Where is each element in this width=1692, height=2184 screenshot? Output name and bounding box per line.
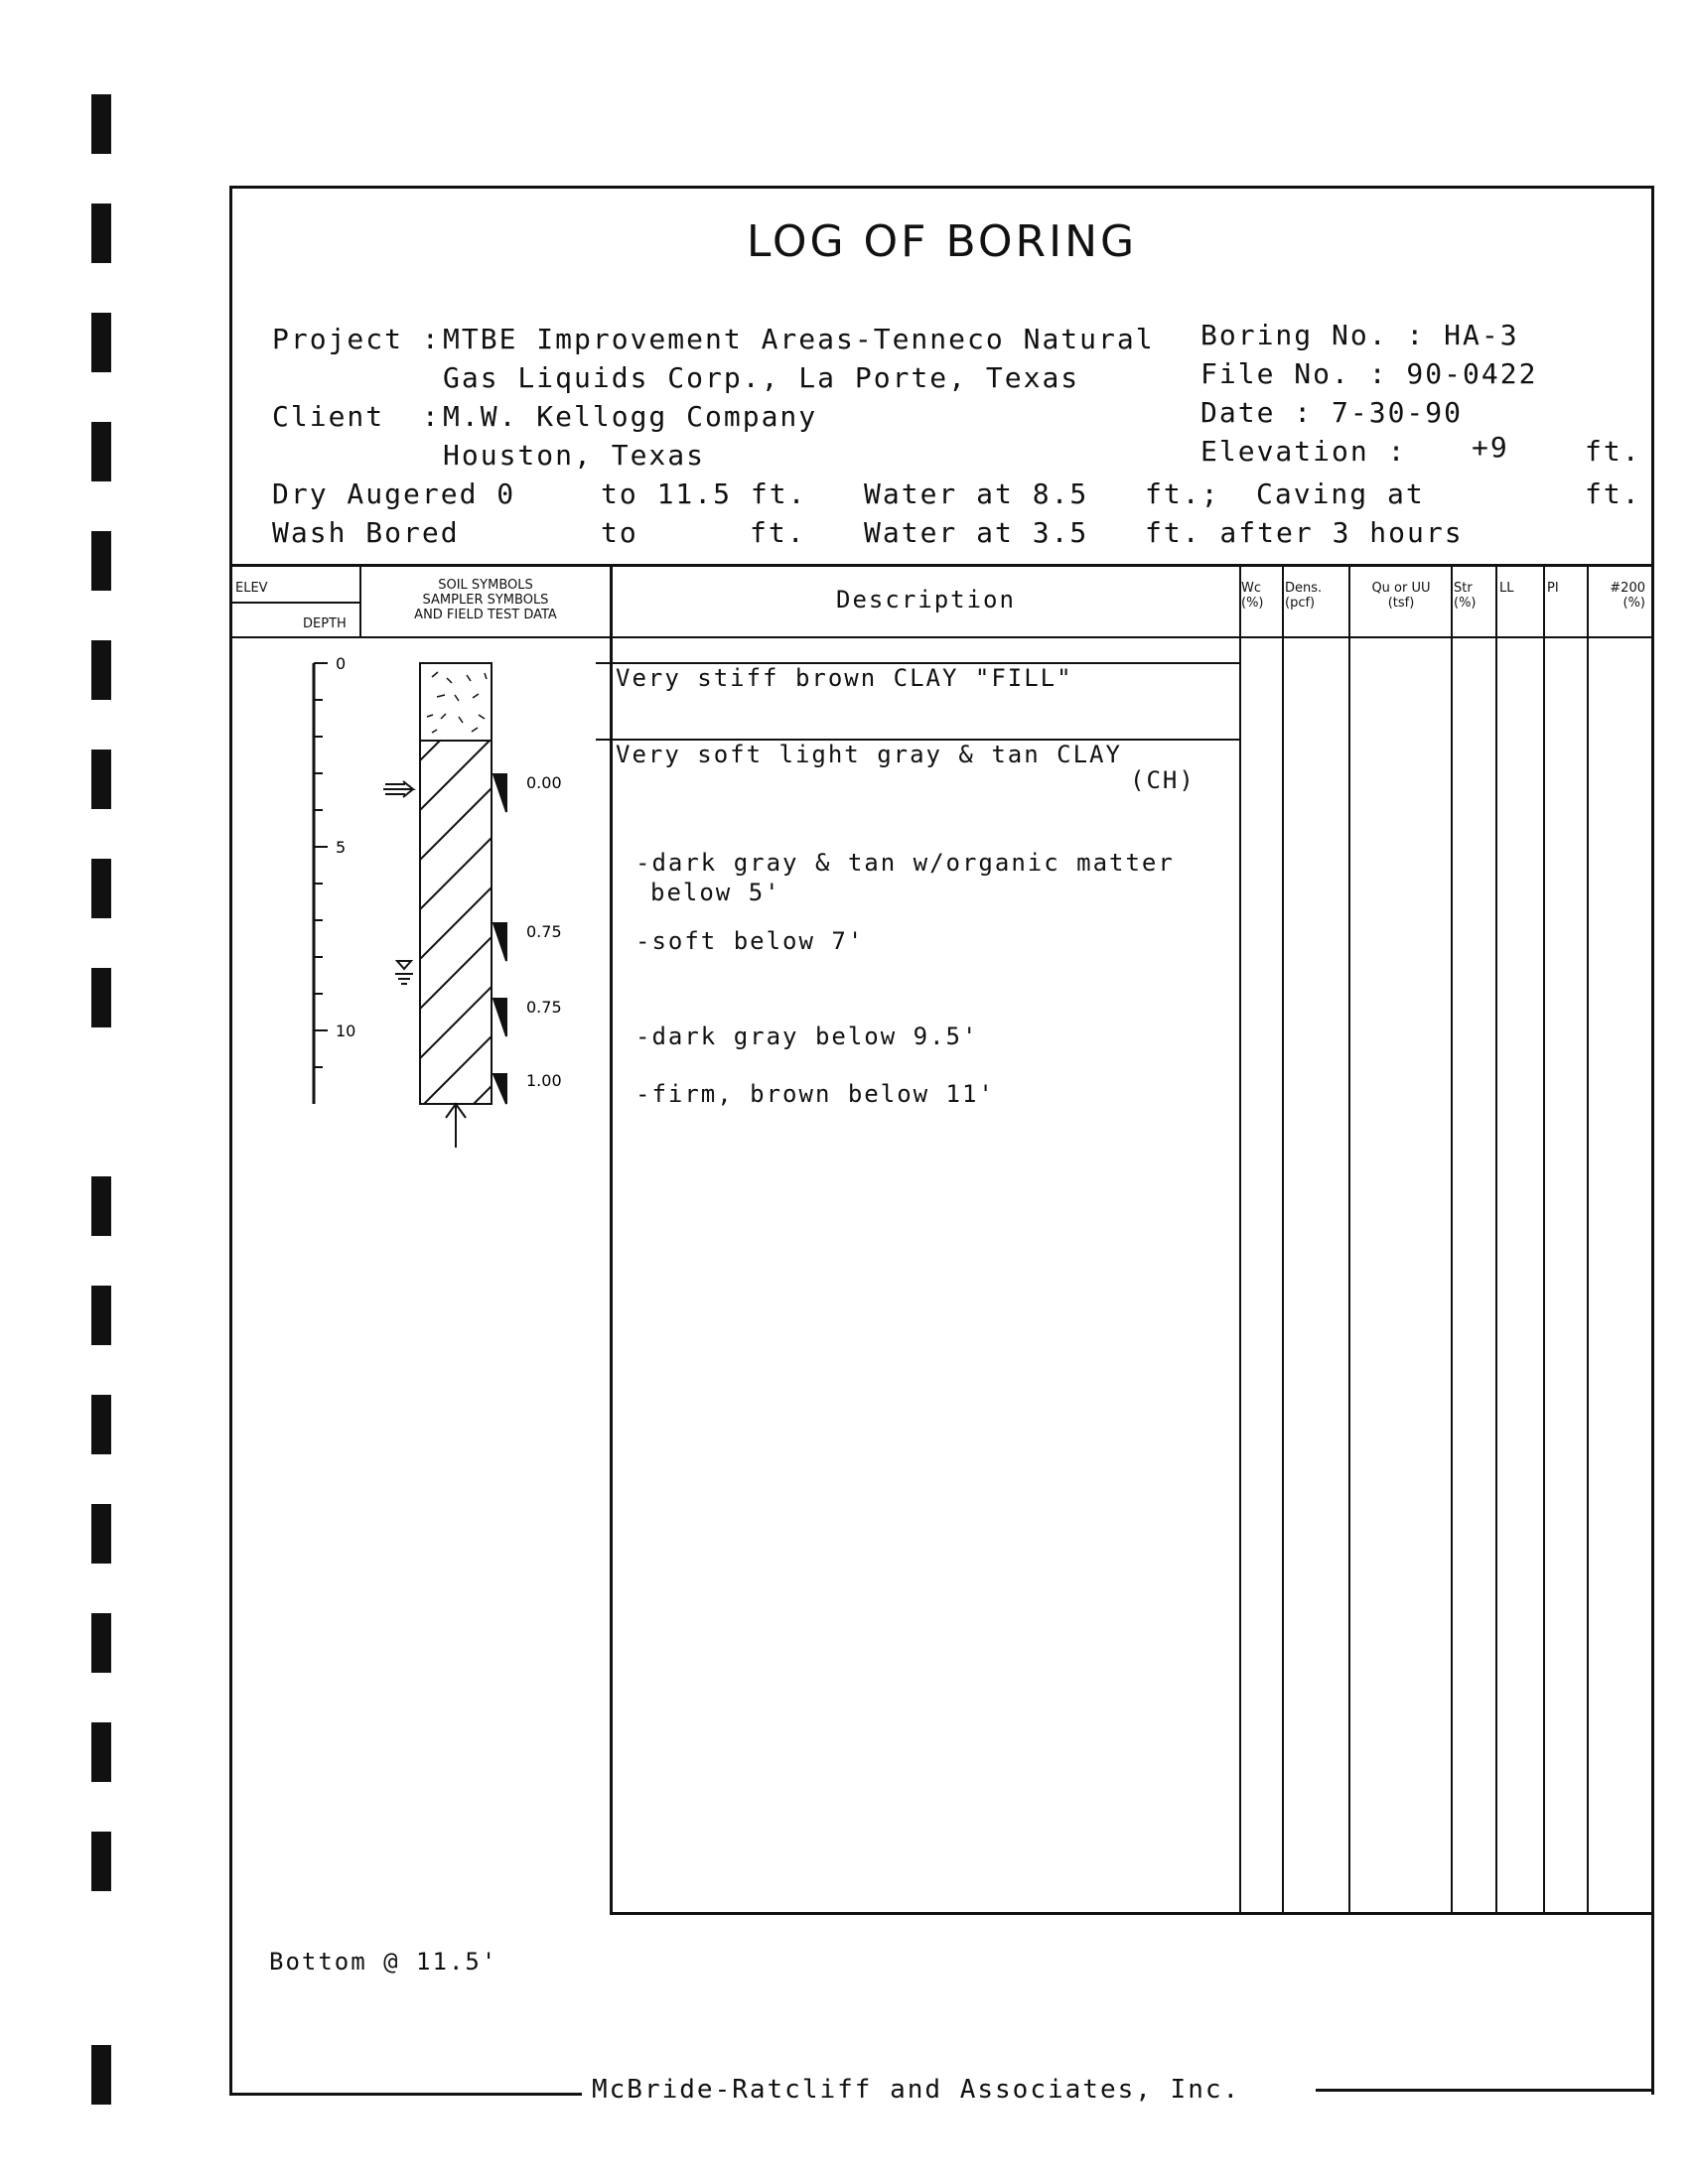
wc-header-label: Wc (1241, 581, 1262, 596)
binder-mark (91, 204, 111, 263)
project-line-1: MTBE Improvement Areas-Tenneco Natural (443, 323, 1155, 355)
project-line-2: Gas Liquids Corp., La Porte, Texas (443, 361, 1080, 394)
boring-date: Date : 7-30-90 (1200, 396, 1464, 429)
client-line-2: Houston, Texas (443, 439, 706, 472)
symbols-header-line: AND FIELD TEST DATA (414, 608, 557, 622)
dens-header-label: Dens. (1285, 581, 1323, 596)
water-level-2-after: ft. after 3 hours (1145, 516, 1464, 549)
note-firm-brown: -firm, brown below 11' (635, 1080, 995, 1108)
str-column-line (1451, 566, 1453, 1914)
layer-1-description: Very stiff brown CLAY "FILL" (616, 664, 1073, 692)
footer-company: McBride-Ratcliff and Associates, Inc. (592, 2075, 1241, 2105)
table-bottom-border (610, 1912, 1654, 1915)
field-test-value: 0.00 (526, 773, 562, 792)
caving-at: Caving at (1256, 478, 1425, 510)
layer-2-classification: (CH) (1130, 766, 1196, 794)
p200-column-line (1587, 566, 1589, 1914)
elev-header: ELEV (235, 581, 268, 596)
wash-bored: Wash Bored (272, 516, 460, 549)
qu-header-unit: (tsf) (1387, 596, 1415, 611)
pi-column-line (1543, 566, 1545, 1914)
depth-scale-ticks (314, 663, 328, 1067)
binder-mark (91, 640, 111, 700)
binder-mark (91, 1613, 111, 1673)
dry-augered-to: to 11.5 ft. (601, 478, 807, 510)
str-header-unit: (%) (1454, 596, 1477, 611)
elevation-value: +9 (1472, 431, 1509, 464)
qu-column-line (1348, 566, 1350, 1914)
depth-tick-label: 5 (336, 838, 347, 857)
binder-mark (91, 422, 111, 481)
dens-header-unit: (pcf) (1285, 596, 1316, 611)
str-header-label: Str (1454, 581, 1473, 596)
footer-line-right (1316, 2089, 1654, 2092)
note-soft: -soft below 7' (635, 927, 865, 955)
str-header (1454, 581, 1495, 611)
binder-mark (91, 94, 111, 154)
note-dark-gray: -dark gray below 9.5' (635, 1023, 979, 1050)
p200-header (1590, 581, 1651, 611)
description-header: Description (836, 586, 1016, 614)
dens-column-line (1282, 566, 1284, 1914)
layer-2-description: Very soft light gray & tan CLAY (616, 741, 1122, 768)
qu-header (1351, 581, 1451, 611)
boring-number: Boring No. : HA-3 (1200, 319, 1519, 351)
caving-unit: ft. (1585, 478, 1641, 510)
binder-mark (91, 859, 111, 918)
depth-tick-label: 0 (336, 654, 347, 673)
symbols-header-line: SAMPLER SYMBOLS (422, 593, 549, 608)
binder-mark (91, 1176, 111, 1236)
fill-layer-symbol (420, 663, 492, 741)
binder-mark (91, 2045, 111, 2105)
wc-column-line (1239, 566, 1241, 1914)
ll-header: LL (1499, 581, 1514, 596)
binder-mark (91, 1832, 111, 1891)
water-level-1: Water at 8.5 (864, 478, 1089, 510)
wc-header-unit: (%) (1241, 596, 1264, 611)
field-test-value: 0.75 (526, 998, 562, 1017)
water-level-1-unit: ft.; (1145, 478, 1220, 510)
symbols-header (362, 578, 609, 622)
binder-mark (91, 1395, 111, 1454)
ll-column-line (1495, 566, 1497, 1914)
qu-header-label: Qu or UU (1371, 581, 1431, 596)
depth-header: DEPTH (303, 616, 347, 631)
binder-mark (91, 750, 111, 809)
p200-header-unit: (%) (1622, 596, 1645, 611)
note-organic-line-2: below 5' (650, 879, 781, 906)
dens-header (1285, 581, 1348, 611)
wash-bored-ft: ft. (750, 516, 806, 549)
p200-header-label: #200 (1610, 581, 1645, 596)
boring-log-graphic (228, 645, 616, 1161)
water-table-icon (395, 961, 413, 984)
depth-tick-label: 10 (336, 1022, 356, 1040)
project-label: Project : (272, 323, 441, 355)
elev-depth-divider (231, 602, 360, 604)
field-test-value: 0.75 (526, 922, 562, 941)
dry-augered: Dry Augered 0 (272, 478, 516, 510)
table-top-border (229, 564, 1654, 567)
wc-header (1241, 581, 1281, 611)
binder-mark (91, 1286, 111, 1345)
binder-mark (91, 1504, 111, 1564)
note-organic-line-1: -dark gray & tan w/organic matter (635, 849, 1175, 877)
page-title: LOG OF BORING (746, 216, 1138, 267)
binder-mark (91, 531, 111, 591)
elevation-unit: ft. (1585, 435, 1641, 468)
bottom-depth: Bottom @ 11.5' (269, 1948, 498, 1976)
field-test-value: 1.00 (526, 1071, 562, 1090)
elevation-label: Elevation : (1200, 435, 1407, 468)
client-label: Client : (272, 400, 441, 433)
pi-header: PI (1547, 581, 1559, 596)
sampler-markers (494, 774, 506, 1104)
elev-column-divider (359, 566, 361, 637)
table-header-bottom-border (229, 636, 1654, 638)
binder-mark (91, 968, 111, 1027)
file-number: File No. : 90-0422 (1200, 357, 1538, 390)
symbols-header-line: SOIL SYMBOLS (438, 578, 533, 593)
binder-mark (91, 1722, 111, 1782)
footer-line-left (229, 2093, 582, 2096)
wash-bored-to: to (601, 516, 638, 549)
binder-mark (91, 313, 111, 372)
water-level-arrow-icon (383, 781, 413, 797)
water-level-2: Water at 3.5 (864, 516, 1089, 549)
client-line-1: M.W. Kellogg Company (443, 400, 818, 433)
bottom-arrow-icon (446, 1104, 466, 1148)
